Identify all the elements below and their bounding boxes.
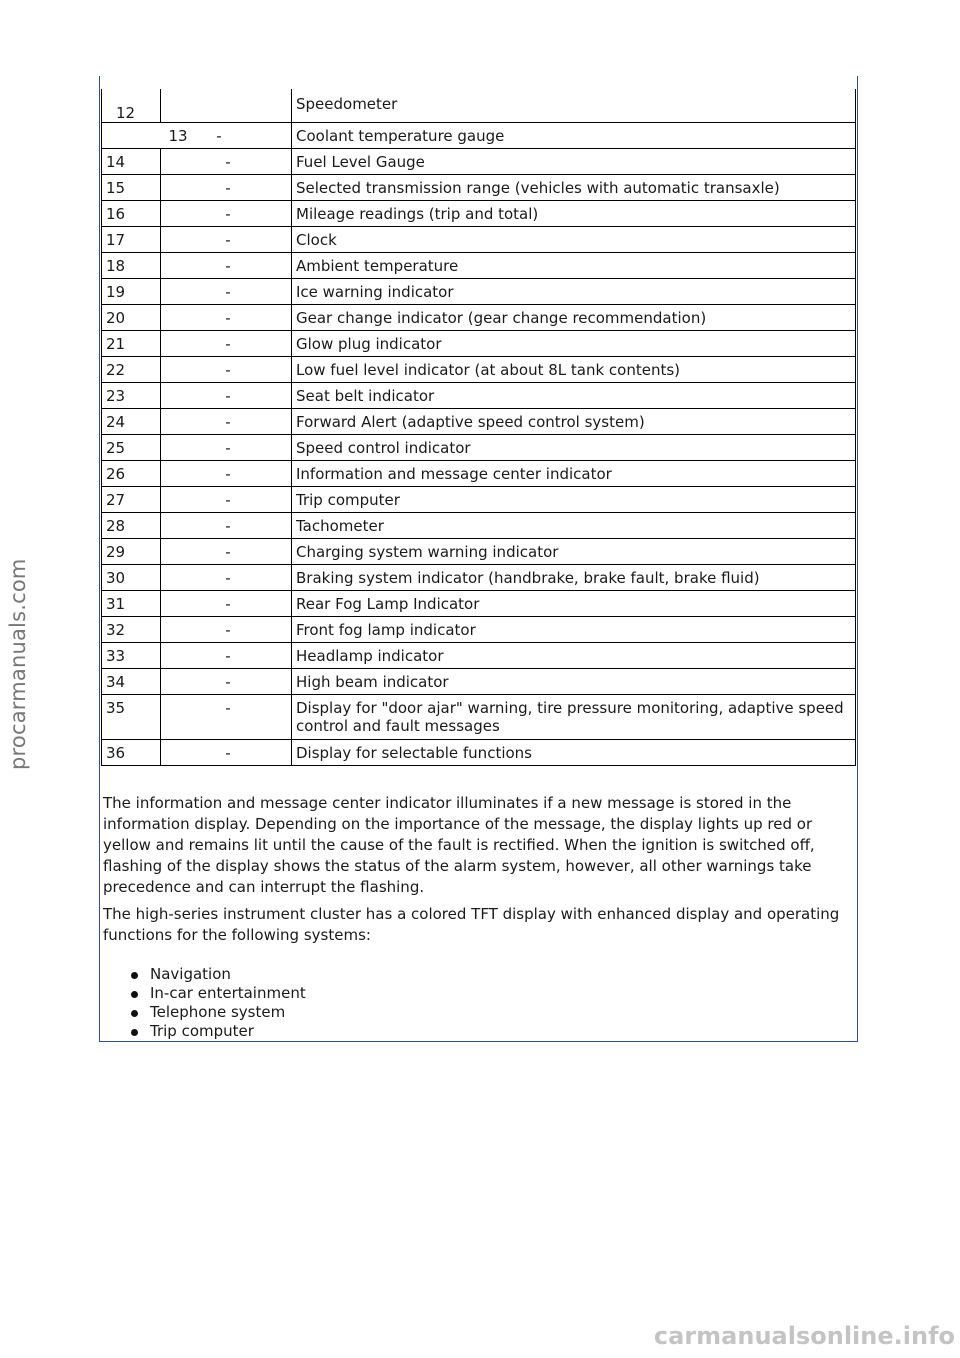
side-watermark: procarmanuals.com — [6, 558, 30, 770]
table-row — [102, 279, 856, 305]
cell-desc: Seat belt indicator — [292, 383, 856, 409]
table-row — [102, 89, 856, 123]
cell-dash: - — [161, 227, 292, 253]
table-row — [102, 149, 856, 175]
cell-desc: Low fuel level indicator (at about 8L tank contents) — [292, 357, 856, 383]
cell-num: 17 — [102, 227, 161, 253]
cell-dash: - — [161, 175, 292, 201]
cell-num: 12 — [102, 89, 161, 123]
cell-desc: Tachometer — [292, 513, 856, 539]
table-row — [102, 643, 856, 669]
list-item: Navigation — [130, 965, 306, 984]
bottom-watermark: carmanualsonline.info — [653, 1322, 955, 1350]
cell-dash: - — [161, 617, 292, 643]
cell-desc: Front fog lamp indicator — [292, 617, 856, 643]
table-row — [102, 253, 856, 279]
cell-desc: Forward Alert (adaptive speed control system) — [292, 409, 856, 435]
cell-num: 35 — [102, 695, 161, 740]
table-row — [102, 123, 856, 149]
cell-dash — [161, 89, 292, 123]
cell-num: 34 — [102, 669, 161, 695]
table-row — [102, 305, 856, 331]
cell-desc: Ice warning indicator — [292, 279, 856, 305]
bullet-icon — [131, 1029, 138, 1036]
table-row — [102, 591, 856, 617]
cell-num: 23 — [102, 383, 161, 409]
cell-dash: - — [161, 149, 292, 175]
cell-dash: - — [161, 331, 292, 357]
cell-num: 21 — [102, 331, 161, 357]
cell-desc: Information and message center indicator — [292, 461, 856, 487]
cell-num: 22 — [102, 357, 161, 383]
table-row — [102, 740, 856, 766]
cell-desc: Display for "door ajar" warning, tire pressure monitoring, adaptive speed control and fault messages — [292, 695, 856, 740]
cell-dash: - — [161, 513, 292, 539]
cell-num: 14 — [102, 149, 161, 175]
cell-desc: Selected transmission range (vehicles with automatic transaxle) — [292, 175, 856, 201]
table-row — [102, 331, 856, 357]
table-row — [102, 513, 856, 539]
cell-desc: Coolant temperature gauge — [292, 123, 856, 149]
cell-desc: Fuel Level Gauge — [292, 149, 856, 175]
cell-desc: Ambient temperature — [292, 253, 856, 279]
cell-num: 25 — [102, 435, 161, 461]
cell-num: 28 — [102, 513, 161, 539]
cell-dash: - — [161, 253, 292, 279]
cell-dash: - — [161, 487, 292, 513]
cell-dash: - — [161, 383, 292, 409]
cell-desc: Rear Fog Lamp Indicator — [292, 591, 856, 617]
cell-num: 20 — [102, 305, 161, 331]
cell-num — [102, 123, 161, 149]
cell-dash: - — [161, 539, 292, 565]
cell-dash: - — [161, 461, 292, 487]
cell-num: 29 — [102, 539, 161, 565]
cell-dash: - — [161, 305, 292, 331]
cell-desc: Glow plug indicator — [292, 331, 856, 357]
cell-dash: 13 - — [161, 123, 292, 149]
table-row — [102, 617, 856, 643]
table-row — [102, 175, 856, 201]
cell-dash: - — [161, 279, 292, 305]
cell-dash: - — [161, 201, 292, 227]
cell-desc: Headlamp indicator — [292, 643, 856, 669]
table-row — [102, 201, 856, 227]
indicator-table — [101, 89, 856, 766]
cell-desc: Speedometer — [292, 89, 856, 123]
cell-desc: Clock — [292, 227, 856, 253]
bullet-icon — [131, 991, 138, 998]
cell-desc: High beam indicator — [292, 669, 856, 695]
cell-dash: - — [161, 357, 292, 383]
table-row — [102, 227, 856, 253]
cell-num: 30 — [102, 565, 161, 591]
bullet-icon — [131, 972, 138, 979]
cell-num: 26 — [102, 461, 161, 487]
cell-dash: - — [161, 409, 292, 435]
cell-num: 18 — [102, 253, 161, 279]
cell-num: 31 — [102, 591, 161, 617]
table-row — [102, 383, 856, 409]
cell-dash: - — [161, 740, 292, 766]
cell-dash: - — [161, 565, 292, 591]
table-row — [102, 565, 856, 591]
cell-dash: - — [161, 695, 292, 740]
cell-desc: Trip computer — [292, 487, 856, 513]
bullet-icon — [131, 1010, 138, 1017]
list-item: Trip computer — [130, 1022, 306, 1041]
cell-desc: Braking system indicator (handbrake, brake fault, brake fluid) — [292, 565, 856, 591]
cell-desc: Display for selectable functions — [292, 740, 856, 766]
cell-desc: Charging system warning indicator — [292, 539, 856, 565]
table-row — [102, 409, 856, 435]
list-item: Telephone system — [130, 1003, 306, 1022]
cell-desc: Speed control indicator — [292, 435, 856, 461]
table-row — [102, 435, 856, 461]
cell-dash: - — [161, 591, 292, 617]
cell-num: 19 — [102, 279, 161, 305]
table-row — [102, 357, 856, 383]
cell-num: 27 — [102, 487, 161, 513]
cell-num: 36 — [102, 740, 161, 766]
cell-dash: - — [161, 669, 292, 695]
cell-num: 24 — [102, 409, 161, 435]
cell-num: 32 — [102, 617, 161, 643]
cell-num: 15 — [102, 175, 161, 201]
cell-desc: Mileage readings (trip and total) — [292, 201, 856, 227]
cell-dash: - — [161, 435, 292, 461]
table-row — [102, 487, 856, 513]
list-item: In-car entertainment — [130, 984, 306, 1003]
cell-dash: - — [161, 643, 292, 669]
paragraph-message-center: The information and message center indicator illuminates if a new message is stored in the information display. Depending on the importance of the message, the display lights up red or yellow and remains lit until the cause of the fault is rectified. When the ignition is switched off, flashing of the display shows the status of the alarm system, however, all other warnings take precedence and can interrupt the flashing. — [103, 794, 815, 896]
cell-desc: Gear change indicator (gear change recommendation) — [292, 305, 856, 331]
table-row — [102, 695, 856, 740]
table-row — [102, 669, 856, 695]
cell-num: 16 — [102, 201, 161, 227]
cell-num: 33 — [102, 643, 161, 669]
table-row — [102, 539, 856, 565]
feature-list — [130, 965, 306, 1041]
paragraph-tft-display: The high-series instrument cluster has a colored TFT display with enhanced display and operating functions for the following systems: — [103, 905, 840, 944]
table-row — [102, 461, 856, 487]
